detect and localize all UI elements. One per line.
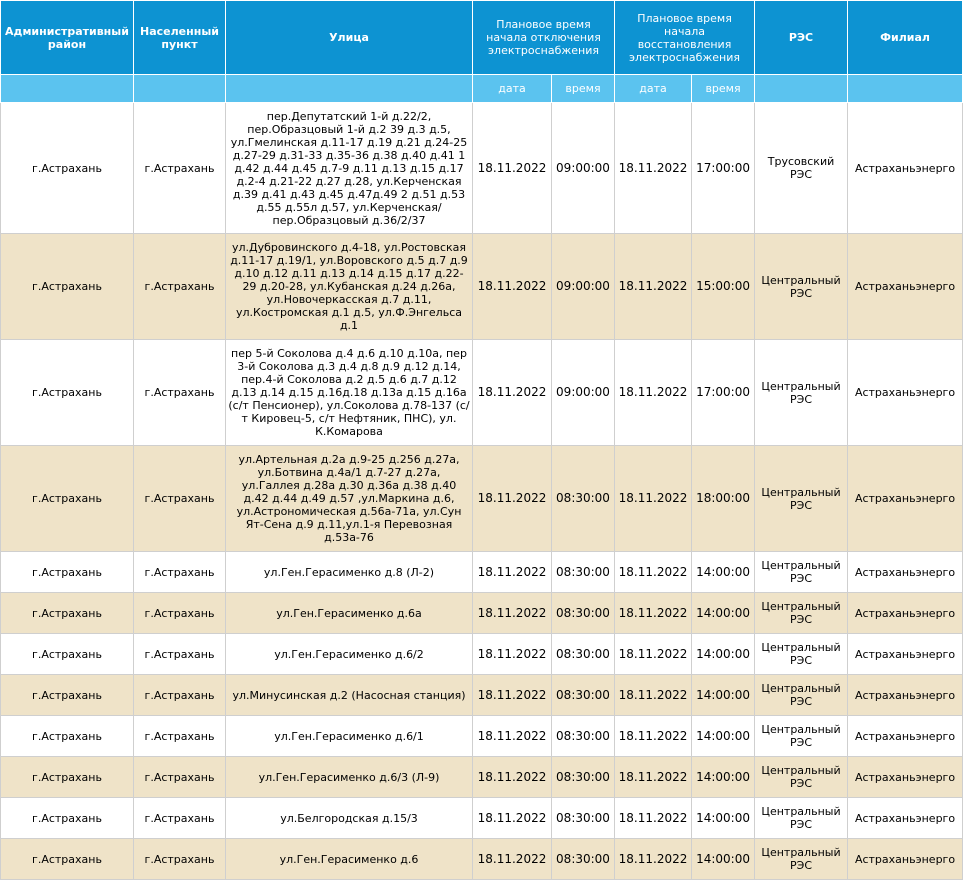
on-date-cell: 18.11.2022 [615, 552, 692, 593]
admin-cell: г.Астрахань [1, 716, 134, 757]
admin-cell: г.Астрахань [1, 757, 134, 798]
branch-cell: Астраханьэнерго [848, 716, 963, 757]
on-date-cell: 18.11.2022 [615, 716, 692, 757]
off-time-cell: 08:30:00 [552, 593, 615, 634]
on-time-cell: 14:00:00 [692, 716, 755, 757]
res-cell: Центральный РЭС [755, 716, 848, 757]
off-time-cell: 09:00:00 [552, 234, 615, 340]
locality-cell: г.Астрахань [134, 103, 226, 234]
off-date-cell: 18.11.2022 [473, 552, 552, 593]
branch-cell: Астраханьэнерго [848, 675, 963, 716]
table-row [1, 798, 963, 839]
col-branch-header: Филиал [848, 1, 963, 75]
branch-cell: Астраханьэнерго [848, 593, 963, 634]
locality-cell: г.Астрахань [134, 757, 226, 798]
street-cell: ул.Ген.Герасименко д.8 (Л-2) [226, 552, 473, 593]
on-date-cell: 18.11.2022 [615, 757, 692, 798]
locality-cell: г.Астрахань [134, 634, 226, 675]
locality-cell: г.Астрахань [134, 675, 226, 716]
on-date-cell: 18.11.2022 [615, 234, 692, 340]
off-date-cell: 18.11.2022 [473, 798, 552, 839]
table-row [1, 675, 963, 716]
sub-empty [226, 75, 473, 103]
table-row [1, 593, 963, 634]
locality-cell: г.Астрахань [134, 552, 226, 593]
col-admin-header: Административный район [1, 1, 134, 75]
off-date-cell: 18.11.2022 [473, 675, 552, 716]
sub-empty [134, 75, 226, 103]
table-row [1, 446, 963, 552]
street-cell: ул.Ген.Герасименко д.6/3 (Л-9) [226, 757, 473, 798]
branch-cell: Астраханьэнерго [848, 634, 963, 675]
col-on-header: Плановое время начала восстановления электроснабжения [615, 1, 755, 75]
res-cell: Центральный РЭС [755, 675, 848, 716]
branch-cell: Астраханьэнерго [848, 103, 963, 234]
off-date-cell: 18.11.2022 [473, 757, 552, 798]
street-cell: пер.Депутатский 1-й д.22/2, пер.Образцовый 1-й д.2 39 д.3 д.5, ул.Гмелинская д.11-17 д.19 д.21 д.24-25 д.27-29 д.31-33 д.35-36 д.38 д.40 д.41 1 д.42 д.44 д.45 д.7-9 д.11 д.13 д.15 д.17 д.2-4 д.21-22 д.27 д.28, ул.Керченская д.39 д.41 д.43 д.45 д.47д.49 2 д.51 д.53 д.55 д.55л д.57, ул.Керченская/ пер.Образцовый д.36/2/37 [226, 103, 473, 234]
on-time-cell: 14:00:00 [692, 839, 755, 880]
locality-cell: г.Астрахань [134, 716, 226, 757]
on-time-cell: 14:00:00 [692, 552, 755, 593]
admin-cell: г.Астрахань [1, 675, 134, 716]
on-date-cell: 18.11.2022 [615, 798, 692, 839]
admin-cell: г.Астрахань [1, 103, 134, 234]
branch-cell: Астраханьэнерго [848, 839, 963, 880]
street-cell: ул.Минусинская д.2 (Насосная станция) [226, 675, 473, 716]
sub-empty [1, 75, 134, 103]
on-date-cell: 18.11.2022 [615, 839, 692, 880]
sub-on-date: дата [615, 75, 692, 103]
street-cell: ул.Белгородская д.15/3 [226, 798, 473, 839]
off-date-cell: 18.11.2022 [473, 634, 552, 675]
branch-cell: Астраханьэнерго [848, 798, 963, 839]
admin-cell: г.Астрахань [1, 340, 134, 446]
on-time-cell: 17:00:00 [692, 103, 755, 234]
off-time-cell: 08:30:00 [552, 716, 615, 757]
off-time-cell: 09:00:00 [552, 340, 615, 446]
res-cell: Центральный РЭС [755, 757, 848, 798]
off-time-cell: 08:30:00 [552, 757, 615, 798]
on-time-cell: 14:00:00 [692, 593, 755, 634]
sub-empty [848, 75, 963, 103]
street-cell: ул.Артельная д.2а д.9-25 д.256 д.27а, ул.Ботвина д.4а/1 д.7-27 д.27а, ул.Галлея д.28а д.30 д.36а д.38 д.40 д.42 д.44 д.49 д.57 ,ул.Маркина д.6, ул.Астрономическая д.56а-71а, ул.Сун Ят-Сена д.9 д.11,ул.1-я Перевозная д.53а-76 [226, 446, 473, 552]
on-time-cell: 14:00:00 [692, 675, 755, 716]
res-cell: Центральный РЭС [755, 593, 848, 634]
branch-cell: Астраханьэнерго [848, 552, 963, 593]
subheader-row [1, 75, 963, 103]
locality-cell: г.Астрахань [134, 593, 226, 634]
off-date-cell: 18.11.2022 [473, 593, 552, 634]
on-time-cell: 14:00:00 [692, 798, 755, 839]
off-date-cell: 18.11.2022 [473, 839, 552, 880]
locality-cell: г.Астрахань [134, 234, 226, 340]
on-time-cell: 17:00:00 [692, 340, 755, 446]
admin-cell: г.Астрахань [1, 446, 134, 552]
off-time-cell: 08:30:00 [552, 839, 615, 880]
street-cell: ул.Дубровинского д.4-18, ул.Ростовская д.11-17 д.19/1, ул.Воровского д.5 д.7 д.9 д.10 д.12 д.11 д.13 д.14 д.15 д.17 д.22-29 д.20-28, ул.Кубанская д.24 д.26а, ул.Новочеркасская д.7 д.11, ул.Костромская д.1 д.5, ул.Ф.Энгельса д.1 [226, 234, 473, 340]
off-time-cell: 08:30:00 [552, 552, 615, 593]
table-row [1, 839, 963, 880]
off-date-cell: 18.11.2022 [473, 234, 552, 340]
admin-cell: г.Астрахань [1, 634, 134, 675]
table-row [1, 340, 963, 446]
off-date-cell: 18.11.2022 [473, 446, 552, 552]
on-date-cell: 18.11.2022 [615, 675, 692, 716]
res-cell: Центральный РЭС [755, 798, 848, 839]
col-street-header: Улица [226, 1, 473, 75]
res-cell: Центральный РЭС [755, 552, 848, 593]
sub-off-time: время [552, 75, 615, 103]
table-row [1, 234, 963, 340]
off-date-cell: 18.11.2022 [473, 103, 552, 234]
on-date-cell: 18.11.2022 [615, 446, 692, 552]
res-cell: Центральный РЭС [755, 634, 848, 675]
off-time-cell: 08:30:00 [552, 634, 615, 675]
on-date-cell: 18.11.2022 [615, 340, 692, 446]
col-res-header: РЭС [755, 1, 848, 75]
locality-cell: г.Астрахань [134, 798, 226, 839]
table-row [1, 716, 963, 757]
sub-off-date: дата [473, 75, 552, 103]
res-cell: Трусовский РЭС [755, 103, 848, 234]
street-cell: ул.Ген.Герасименко д.6а [226, 593, 473, 634]
on-time-cell: 18:00:00 [692, 446, 755, 552]
off-date-cell: 18.11.2022 [473, 716, 552, 757]
street-cell: ул.Ген.Герасименко д.6/1 [226, 716, 473, 757]
table-row [1, 634, 963, 675]
on-time-cell: 14:00:00 [692, 757, 755, 798]
header-row [1, 1, 963, 75]
off-time-cell: 08:30:00 [552, 446, 615, 552]
on-time-cell: 14:00:00 [692, 634, 755, 675]
admin-cell: г.Астрахань [1, 798, 134, 839]
on-date-cell: 18.11.2022 [615, 103, 692, 234]
street-cell: ул.Ген.Герасименко д.6 [226, 839, 473, 880]
branch-cell: Астраханьэнерго [848, 446, 963, 552]
off-time-cell: 08:30:00 [552, 675, 615, 716]
locality-cell: г.Астрахань [134, 839, 226, 880]
locality-cell: г.Астрахань [134, 446, 226, 552]
res-cell: Центральный РЭС [755, 446, 848, 552]
res-cell: Центральный РЭС [755, 340, 848, 446]
table-row [1, 757, 963, 798]
sub-on-time: время [692, 75, 755, 103]
sub-empty [755, 75, 848, 103]
col-off-header: Плановое время начала отключения электроснабжения [473, 1, 615, 75]
on-time-cell: 15:00:00 [692, 234, 755, 340]
res-cell: Центральный РЭС [755, 234, 848, 340]
admin-cell: г.Астрахань [1, 552, 134, 593]
admin-cell: г.Астрахань [1, 234, 134, 340]
branch-cell: Астраханьэнерго [848, 340, 963, 446]
admin-cell: г.Астрахань [1, 593, 134, 634]
on-date-cell: 18.11.2022 [615, 593, 692, 634]
street-cell: пер 5-й Соколова д.4 д.6 д.10 д.10а, пер 3-й Соколова д.3 д.4 д.8 д.9 д.12 д.14, пер.4-й Соколова д.2 д.5 д.6 д.7 д.12 д.13 д.14 д.15 д.16д.18 д.13а д.15 д.16а (с/т Пенсионер), ул.Соколова д.78-137 (с/т Кировец-5, с/т Нефтяник, ПНС), ул. К.Комарова [226, 340, 473, 446]
off-date-cell: 18.11.2022 [473, 340, 552, 446]
col-locality-header: Населенный пункт [134, 1, 226, 75]
branch-cell: Астраханьэнерго [848, 234, 963, 340]
branch-cell: Астраханьэнерго [848, 757, 963, 798]
admin-cell: г.Астрахань [1, 839, 134, 880]
res-cell: Центральный РЭС [755, 839, 848, 880]
locality-cell: г.Астрахань [134, 340, 226, 446]
off-time-cell: 08:30:00 [552, 798, 615, 839]
on-date-cell: 18.11.2022 [615, 634, 692, 675]
table-row [1, 103, 963, 234]
street-cell: ул.Ген.Герасименко д.6/2 [226, 634, 473, 675]
table-row [1, 552, 963, 593]
off-time-cell: 09:00:00 [552, 103, 615, 234]
table-body [1, 103, 963, 880]
